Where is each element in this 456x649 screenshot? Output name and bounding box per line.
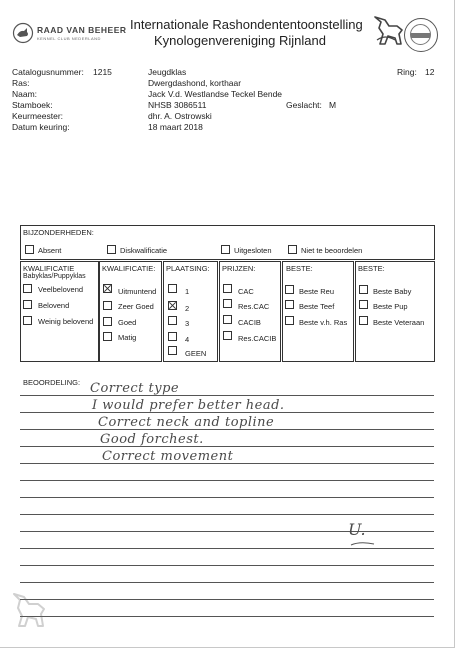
place-3-label: 3	[185, 319, 190, 328]
place-2-checkbox[interactable]	[168, 301, 177, 310]
beste-column	[282, 261, 354, 362]
logo-subtitle: KENNEL CLUB NEDERLAND	[37, 36, 101, 41]
date-label: Datum keuring:	[12, 122, 70, 132]
beste-teef-checkbox[interactable]	[285, 300, 294, 309]
niet-te-beoordelen-checkbox[interactable]	[288, 245, 297, 254]
zeer-goed-label: Zeer Goed	[118, 302, 154, 311]
goed-label: Goed	[118, 318, 137, 327]
place-4-label: 4	[185, 335, 190, 344]
kwal-baby-title: KWALIFICATIE	[23, 264, 75, 273]
place-2-label: 2	[185, 304, 190, 313]
studbook-value: NHSB 3086511	[148, 100, 207, 110]
place-geen-checkbox[interactable]	[168, 346, 177, 355]
veelbelovend-checkbox[interactable]	[23, 284, 32, 293]
veelbelovend-label: Veelbelovend	[38, 285, 84, 294]
prijzen-column	[219, 261, 281, 362]
matig-label: Matig	[118, 333, 137, 342]
handwritten-line-1: Correct type	[90, 381, 180, 396]
handwritten-line-2: I would prefer better head.	[92, 398, 285, 413]
uitgesloten-checkbox[interactable]	[221, 245, 230, 254]
res-cacib-label: Res.CACIB	[238, 334, 277, 343]
goed-checkbox[interactable]	[103, 317, 112, 326]
handwritten-line-4: Good forchest.	[100, 432, 204, 447]
place-4-checkbox[interactable]	[168, 332, 177, 341]
cacib-checkbox[interactable]	[223, 315, 232, 324]
ring-value: 12	[425, 67, 435, 77]
uitgesloten-label: Uitgesloten	[234, 246, 272, 255]
belovend-label: Belovend	[38, 301, 70, 310]
signature-underline-icon	[350, 540, 376, 548]
handwritten-line-5: Correct movement	[102, 449, 234, 464]
place-1-checkbox[interactable]	[168, 284, 177, 293]
place-geen-label: GEEN	[185, 349, 207, 358]
cacib-label: CACIB	[238, 318, 261, 327]
cac-checkbox[interactable]	[223, 284, 232, 293]
absent-checkbox[interactable]	[25, 245, 34, 254]
uitmuntend-label: Uitmuntend	[118, 287, 157, 296]
matig-checkbox[interactable]	[103, 332, 112, 341]
res-cac-checkbox[interactable]	[223, 299, 232, 308]
handwritten-line-3: Correct neck and topline	[98, 415, 275, 430]
beste-reu-label: Beste Reu	[299, 287, 335, 296]
res-cac-label: Res.CAC	[238, 302, 270, 311]
sex-value: M	[329, 100, 337, 110]
raad-van-beheer-logo	[12, 22, 127, 46]
beste-extra-column	[355, 261, 435, 362]
ring-label: Ring:	[397, 67, 417, 77]
plaatsing-title: PLAATSING:	[166, 264, 210, 273]
res-cacib-checkbox[interactable]	[223, 331, 232, 340]
diskwalificatie-checkbox[interactable]	[107, 245, 116, 254]
beste-title: BESTE:	[286, 264, 313, 273]
beste-baby-label: Beste Baby	[373, 287, 412, 296]
uitmuntend-checkbox[interactable]	[103, 284, 112, 293]
diskwalificatie-label: Diskwalificatie	[120, 246, 168, 255]
watermark-dog-icon	[8, 590, 48, 630]
judge-signature: U.	[348, 520, 367, 539]
zeer-goed-checkbox[interactable]	[103, 301, 112, 310]
beste-pup-checkbox[interactable]	[359, 300, 368, 309]
beste-extra-title: BESTE:	[358, 264, 385, 273]
beste-vh-ras-checkbox[interactable]	[285, 316, 294, 325]
class-value: Jeugdklas	[148, 67, 187, 77]
niet-te-beoordelen-label: Niet te beoordelen	[301, 246, 363, 255]
absent-label: Absent	[38, 246, 62, 255]
name-value: Jack V.d. Westlandse Teckel Bende	[148, 89, 283, 99]
prijzen-title: PRIJZEN:	[222, 264, 256, 273]
beste-baby-checkbox[interactable]	[359, 285, 368, 294]
beste-veteraan-label: Beste Veteraan	[373, 318, 425, 327]
kwal-baby-subtitle: Babyklas/Puppyklas	[23, 273, 86, 280]
date-value: 18 maart 2018	[148, 122, 203, 132]
beste-veteraan-checkbox[interactable]	[359, 316, 368, 325]
dog-logo-icon	[12, 22, 34, 44]
breed-value: Dwergdashond, korthaar	[148, 78, 242, 88]
fci-seal-icon	[404, 18, 438, 52]
judge-label: Keurmeester:	[12, 111, 64, 121]
name-label: Naam:	[12, 89, 38, 99]
event-title-line1: Internationale Rashondententoonstelling	[130, 17, 363, 32]
weinig-belovend-label: Weinig belovend	[38, 317, 94, 326]
beste-teef-label: Beste Teef	[299, 302, 335, 311]
kwalificatie-title: KWALIFICATIE:	[102, 264, 156, 273]
catalog-value: 1215	[93, 67, 112, 77]
belovend-checkbox[interactable]	[23, 300, 32, 309]
bijzonderheden-title: BIJZONDERHEDEN:	[23, 228, 94, 237]
beste-vh-ras-label: Beste v.h. Ras	[299, 318, 348, 327]
beste-pup-label: Beste Pup	[373, 302, 408, 311]
place-3-checkbox[interactable]	[168, 316, 177, 325]
event-title-line2: Kynologenvereniging Rijnland	[153, 33, 326, 48]
place-1-label: 1	[185, 287, 190, 296]
breed-label: Ras:	[12, 78, 30, 88]
studbook-label: Stamboek:	[12, 100, 53, 110]
beste-reu-checkbox[interactable]	[285, 285, 294, 294]
sex-label: Geslacht:	[286, 100, 322, 110]
cac-label: CAC	[238, 287, 254, 296]
logo-name: RAAD VAN BEHEER	[37, 25, 127, 35]
kwalificatie-column	[99, 261, 162, 362]
beoordeling-title: BEOORDELING:	[23, 378, 81, 387]
rijnland-dog-logo-icon	[371, 14, 405, 48]
catalog-label: Catalogusnummer:	[12, 67, 84, 77]
judge-value: dhr. A. Ostrowski	[148, 111, 212, 121]
weinig-belovend-checkbox[interactable]	[23, 316, 32, 325]
